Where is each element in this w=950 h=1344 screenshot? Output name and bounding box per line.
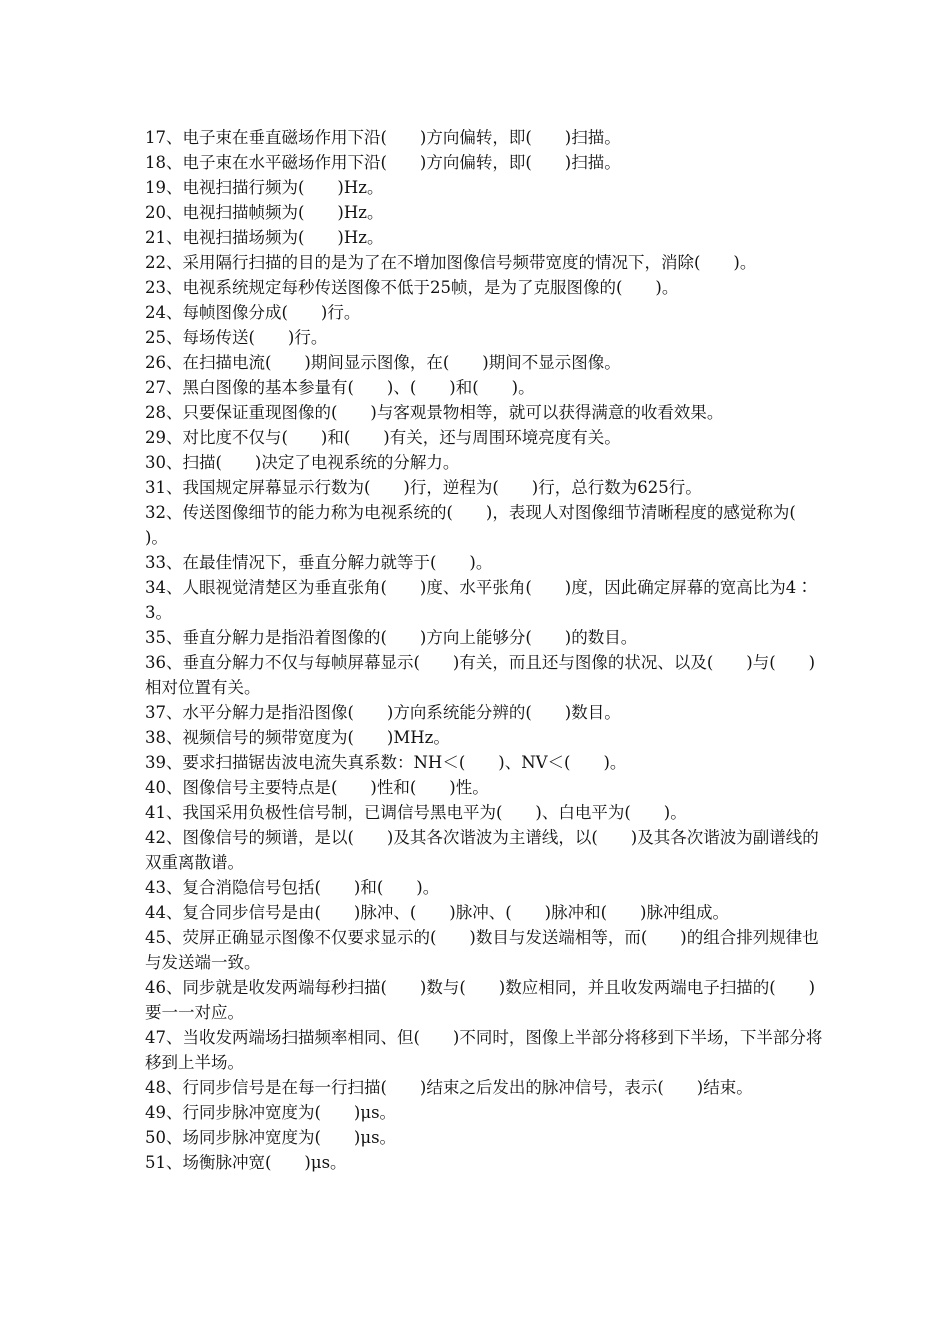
question-30: 30、扫描( )决定了电视系统的分解力。: [145, 453, 460, 472]
question-43: 43、复合消隐信号包括( )和( )。: [145, 878, 440, 897]
question-24: 24、每帧图像分成( )行。: [145, 303, 361, 322]
question-45: 45、荧屏正确显示图像不仅要求显示的( )数目与发送端相等，而( )的组合排列规律也与发送端一致。: [145, 928, 819, 972]
question-34: 34、人眼视觉清楚区为垂直张角( )度、水平张角( )度，因此确定屏幕的宽高比为4∶3。: [145, 578, 813, 622]
question-20: 20、电视扫描帧频为( )Hz。: [145, 203, 384, 222]
question-list: [145, 125, 829, 1175]
question-39: 39、要求扫描锯齿波电流失真系数：NH＜( )、NV＜( )。: [145, 753, 627, 772]
question-28: 28、只要保证重现图像的( )与客观景物相等，就可以获得满意的收看效果。: [145, 403, 724, 422]
question-42: 42、图像信号的频谱，是以( )及其各次谐波为主谱线，以( )及其各次谐波为副谱线的双重离散谱。: [145, 828, 819, 872]
question-36: 36、垂直分解力不仅与每帧屏幕显示( )有关，而且还与图像的状况、以及( )与( )相对位置有关。: [145, 653, 816, 697]
question-18: 18、电子束在水平磁场作用下沿( )方向偏转，即( )扫描。: [145, 153, 621, 172]
question-38: 38、视频信号的频带宽度为( )MHz。: [145, 728, 450, 747]
question-31: 31、我国规定屏幕显示行数为( )行，逆程为( )行，总行数为625行。: [145, 478, 702, 497]
question-35: 35、垂直分解力是指沿着图像的( )方向上能够分( )的数目。: [145, 628, 638, 647]
question-25: 25、每场传送( )行。: [145, 328, 328, 347]
question-22: 22、采用隔行扫描的目的是为了在不增加图像信号频带宽度的情况下，消除( )。: [145, 253, 757, 272]
question-29: 29、对比度不仅与( )和( )有关，还与周围环境亮度有关。: [145, 428, 621, 447]
question-44: 44、复合同步信号是由( )脉冲、( )脉冲、( )脉冲和( )脉冲组成。: [145, 903, 729, 922]
question-27: 27、黑白图像的基本参量有( )、( )和( )。: [145, 378, 535, 397]
question-51: 51、场衡脉冲宽( )μs。: [145, 1153, 347, 1172]
question-49: 49、行同步脉冲宽度为( )μs。: [145, 1103, 397, 1122]
question-26: 26、在扫描电流( )期间显示图像，在( )期间不显示图像。: [145, 353, 621, 372]
question-50: 50、场同步脉冲宽度为( )μs。: [145, 1128, 397, 1147]
question-23: 23、电视系统规定每秒传送图像不低于25帧，是为了克服图像的( )。: [145, 278, 679, 297]
question-48: 48、行同步信号是在每一行扫描( )结束之后发出的脉冲信号，表示( )结束。: [145, 1078, 753, 1097]
question-46: 46、同步就是收发两端每秒扫描( )数与( )数应相同，并且收发两端电子扫描的( )要一一对应。: [145, 978, 816, 1022]
question-19: 19、电视扫描行频为( )Hz。: [145, 178, 384, 197]
question-17: 17、电子束在垂直磁场作用下沿( )方向偏转，即( )扫描。: [145, 128, 621, 147]
question-47: 47、当收发两端场扫描频率相同、但( )不同时，图像上半部分将移到下半场，下半部分将移到上半场。: [145, 1028, 823, 1072]
question-40: 40、图像信号主要特点是( )性和( )性。: [145, 778, 489, 797]
question-33: 33、在最佳情况下，垂直分解力就等于( )。: [145, 553, 493, 572]
question-37: 37、水平分解力是指沿图像( )方向系统能分辨的( )数目。: [145, 703, 621, 722]
question-32: 32、传送图像细节的能力称为电视系统的( )，表现人对图像细节清晰程度的感觉称为( )。: [145, 503, 829, 547]
question-41: 41、我国采用负极性信号制，已调信号黑电平为( )、白电平为( )。: [145, 803, 687, 822]
question-21: 21、电视扫描场频为( )Hz。: [145, 228, 384, 247]
